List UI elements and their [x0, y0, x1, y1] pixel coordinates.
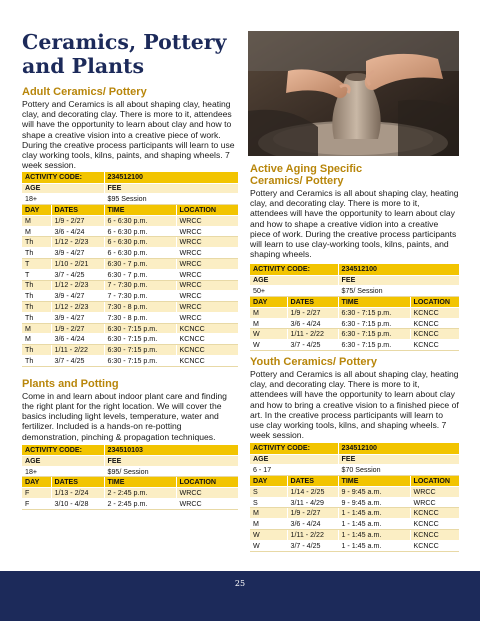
cell-dates: 3/11 - 4/29	[287, 497, 338, 508]
age-label: AGE	[250, 275, 338, 286]
age-label: AGE	[250, 454, 338, 465]
table-row	[22, 488, 238, 499]
cell-time: 6:30 - 7:15 p.m.	[104, 356, 176, 367]
cell-day: Th	[22, 345, 51, 356]
section-heading-active-aging-line2: Ceramics/ Pottery	[250, 175, 344, 187]
cell-day: W	[250, 340, 287, 351]
cell-location: KCNCC	[410, 318, 459, 329]
cell-day: M	[250, 508, 287, 519]
cell-dates: 3/9 - 4/27	[51, 248, 104, 259]
table-row	[22, 334, 238, 345]
table-row	[22, 323, 238, 334]
youth-ceramics-description: Pottery and Ceramics is all about shaping clay, heating clay, and decorating clay. There is more to it, attendees will have the opportunity to learn about clay and how to bring a creative vision to a finished piece of art. In the creative process participants will learn to use clay working tools, kilns, and shaping wheels. 7 week session.	[250, 368, 459, 441]
left-column	[22, 86, 238, 510]
fee-label: FEE	[338, 454, 459, 465]
pottery-photo	[248, 31, 459, 156]
activity-code-label: ACTIVITY CODE:	[22, 445, 104, 456]
cell-location: KCNCC	[410, 307, 459, 318]
activity-code-label: ACTIVITY CODE:	[250, 264, 338, 275]
cell-location: WRCC	[176, 302, 238, 313]
schedule-rows	[250, 486, 459, 551]
schedule-header-row	[250, 476, 459, 487]
cell-location: WRCC	[176, 237, 238, 248]
cell-location: KCNCC	[410, 329, 459, 340]
age-value: 6 - 17	[250, 465, 338, 476]
cell-dates: 3/6 - 4/24	[51, 334, 104, 345]
activity-code-value: 234510103	[104, 445, 238, 456]
cell-day: Th	[22, 248, 51, 259]
table-row	[22, 291, 238, 302]
activity-code-row	[250, 264, 459, 275]
age-fee-header-row	[22, 455, 238, 466]
cell-time: 2 - 2:45 p.m.	[104, 488, 176, 499]
cell-time: 1 - 1:45 a.m.	[338, 529, 410, 540]
cell-day: F	[22, 499, 51, 510]
table-row	[22, 248, 238, 259]
table-row	[250, 307, 459, 318]
age-fee-value-row	[22, 466, 238, 477]
fee-value: $70 Session	[338, 465, 459, 476]
column-header-dates: DATES	[287, 297, 338, 308]
column-header-dates: DATES	[287, 476, 338, 487]
cell-day: S	[250, 486, 287, 497]
cell-location: WRCC	[176, 499, 238, 510]
table-row	[22, 215, 238, 226]
active-aging-table	[250, 264, 459, 351]
plants-description: Come in and learn about indoor plant care and finding the right plant for the right location. We will cover the basics including light levels, temperature, water and fertilizer. Included is a hands-on re-potting demonstration, pinching & propagation techniques.	[22, 390, 227, 442]
page-title: Ceramics, Pottery and Plants	[22, 30, 227, 78]
table-row	[22, 269, 238, 280]
schedule-header-row	[22, 477, 238, 488]
fee-label: FEE	[104, 455, 238, 466]
cell-day: W	[250, 529, 287, 540]
cell-dates: 3/9 - 4/27	[51, 291, 104, 302]
table-row	[250, 486, 459, 497]
column-header-time: TIME	[338, 297, 410, 308]
cell-dates: 3/7 - 4/25	[51, 356, 104, 367]
cell-location: KCNCC	[410, 529, 459, 540]
age-fee-value-row	[250, 286, 459, 297]
age-label: AGE	[22, 455, 104, 466]
cell-time: 6:30 - 7:15 p.m.	[338, 307, 410, 318]
page-number: 25	[234, 579, 246, 588]
fee-value: $75/ Session	[338, 286, 459, 297]
cell-location: KCNCC	[176, 334, 238, 345]
table-row	[22, 312, 238, 323]
cell-day: S	[250, 497, 287, 508]
column-header-day: DAY	[250, 297, 287, 308]
column-header-location: LOCATION	[176, 205, 238, 216]
age-value: 18+	[22, 194, 104, 205]
cell-dates: 3/9 - 4/27	[51, 312, 104, 323]
age-fee-header-row	[22, 183, 238, 194]
cell-day: Th	[22, 280, 51, 291]
cell-day: M	[22, 215, 51, 226]
cell-location: KCNCC	[410, 519, 459, 530]
plants-table	[22, 445, 238, 510]
fee-label: FEE	[338, 275, 459, 286]
table-row	[250, 508, 459, 519]
column-header-time: TIME	[338, 476, 410, 487]
adult-ceramics-description: Pottery and Ceramics is all about shaping clay, heating clay, and decorating clay. There is more to it, attendees will have the opportunity to learn about clay and how to shape a creative vision into a creative piece of work. During the creative process participants will learn to use clay working tools, kilns, paints, and shaping wheels. 7 week session.	[22, 99, 235, 171]
cell-location: WRCC	[176, 258, 238, 269]
section-heading-active-aging-line1: Active Aging Specific	[250, 163, 363, 175]
cell-location: WRCC	[176, 488, 238, 499]
fee-label: FEE	[104, 183, 238, 194]
column-header-dates: DATES	[51, 477, 104, 488]
table-row	[250, 497, 459, 508]
cell-dates: 3/7 - 4/25	[287, 540, 338, 551]
age-value: 50+	[250, 286, 338, 297]
cell-dates: 1/11 - 2/22	[287, 529, 338, 540]
cell-location: WRCC	[176, 312, 238, 323]
schedule-rows	[22, 488, 238, 510]
activity-code-value: 234512100	[338, 264, 459, 275]
cell-location: KCNCC	[176, 323, 238, 334]
cell-dates: 1/12 - 2/23	[51, 237, 104, 248]
column-header-location: LOCATION	[410, 476, 459, 487]
cell-day: Th	[22, 302, 51, 313]
cell-location: WRCC	[410, 497, 459, 508]
column-header-time: TIME	[104, 477, 176, 488]
column-header-location: LOCATION	[410, 297, 459, 308]
cell-day: Th	[22, 356, 51, 367]
column-header-day: DAY	[250, 476, 287, 487]
cell-location: WRCC	[176, 248, 238, 259]
cell-day: Th	[22, 291, 51, 302]
table-row	[250, 340, 459, 351]
cell-dates: 1/10 - 2/21	[51, 258, 104, 269]
cell-dates: 1/13 - 2/24	[51, 488, 104, 499]
age-fee-value-row	[22, 194, 238, 205]
cell-location: WRCC	[176, 291, 238, 302]
active-aging-description: Pottery and Ceramics is all about shaping clay, heating clay, and decorating clay. There is more to it, attendees will have the opportunity to learn about clay and how to shape a creative vidion into a creative piece of work. During the creative process participants will learn to use clay-working tools, kilns, paints, and shaping wheels.	[250, 188, 459, 260]
column-header-day: DAY	[22, 477, 51, 488]
cell-location: WRCC	[176, 215, 238, 226]
cell-day: M	[250, 307, 287, 318]
cell-location: WRCC	[176, 280, 238, 291]
column-header-day: DAY	[22, 205, 51, 216]
schedule-rows	[22, 215, 238, 366]
age-label: AGE	[22, 183, 104, 194]
cell-dates: 1/11 - 2/22	[287, 329, 338, 340]
table-row	[22, 226, 238, 237]
cell-time: 6:30 - 7 p.m.	[104, 258, 176, 269]
cell-day: M	[250, 519, 287, 530]
activity-code-label: ACTIVITY CODE:	[250, 443, 338, 454]
cell-dates: 1/9 - 2/27	[287, 508, 338, 519]
cell-day: Th	[22, 237, 51, 248]
cell-day: M	[22, 323, 51, 334]
cell-dates: 3/6 - 4/24	[287, 519, 338, 530]
schedule-header-row	[250, 297, 459, 308]
schedule-rows	[250, 307, 459, 350]
activity-code-value: 234512100	[338, 443, 459, 454]
table-row	[22, 280, 238, 291]
table-row	[22, 345, 238, 356]
column-header-dates: DATES	[51, 205, 104, 216]
cell-time: 7:30 - 8 p.m.	[104, 312, 176, 323]
cell-time: 6:30 - 7:15 p.m.	[338, 329, 410, 340]
adult-ceramics-table	[22, 172, 238, 366]
age-fee-value-row	[250, 465, 459, 476]
right-column	[250, 163, 459, 552]
cell-dates: 3/6 - 4/24	[51, 226, 104, 237]
cell-day: M	[22, 334, 51, 345]
section-heading-youth-ceramics: Youth Ceramics/ Pottery	[250, 355, 377, 368]
cell-time: 6 - 6:30 p.m.	[104, 226, 176, 237]
cell-day: M	[22, 226, 51, 237]
table-row	[250, 329, 459, 340]
cell-location: WRCC	[176, 226, 238, 237]
cell-time: 1 - 1:45 a.m.	[338, 519, 410, 530]
cell-dates: 3/7 - 4/25	[51, 269, 104, 280]
cell-time: 9 - 9:45 a.m.	[338, 497, 410, 508]
cell-dates: 3/7 - 4/25	[287, 340, 338, 351]
table-row	[250, 519, 459, 530]
cell-time: 2 - 2:45 p.m.	[104, 499, 176, 510]
cell-time: 1 - 1:45 a.m.	[338, 508, 410, 519]
fee-value: $95 Session	[104, 194, 238, 205]
table-row	[22, 258, 238, 269]
activity-code-row	[250, 443, 459, 454]
activity-code-label: ACTIVITY CODE:	[22, 172, 104, 183]
footer-band	[0, 571, 480, 621]
cell-location: WRCC	[176, 269, 238, 280]
table-row	[250, 540, 459, 551]
activity-code-row	[22, 172, 238, 183]
pottery-wheel-image	[248, 31, 459, 156]
section-heading-plants: Plants and Potting	[22, 377, 119, 390]
cell-day: T	[22, 269, 51, 280]
column-header-time: TIME	[104, 205, 176, 216]
age-value: 18+	[22, 466, 104, 477]
schedule-header-row	[22, 205, 238, 216]
cell-time: 6 - 6:30 p.m.	[104, 248, 176, 259]
cell-day: W	[250, 540, 287, 551]
table-row	[22, 356, 238, 367]
cell-time: 7:30 - 8 p.m.	[104, 302, 176, 313]
cell-dates: 1/12 - 2/23	[51, 280, 104, 291]
table-row	[22, 499, 238, 510]
cell-time: 6:30 - 7:15 p.m.	[104, 334, 176, 345]
cell-time: 6:30 - 7:15 p.m.	[104, 323, 176, 334]
activity-code-value: 234512100	[104, 172, 238, 183]
cell-location: WRCC	[410, 486, 459, 497]
column-header-location: LOCATION	[176, 477, 238, 488]
cell-time: 6:30 - 7 p.m.	[104, 269, 176, 280]
cell-day: T	[22, 258, 51, 269]
table-row	[250, 529, 459, 540]
youth-ceramics-table	[250, 443, 459, 551]
activity-code-row	[22, 445, 238, 456]
cell-time: 6 - 6:30 p.m.	[104, 215, 176, 226]
cell-time: 6:30 - 7:15 p.m.	[338, 340, 410, 351]
table-row	[22, 237, 238, 248]
cell-dates: 1/14 - 2/25	[287, 486, 338, 497]
cell-dates: 1/11 - 2/22	[51, 345, 104, 356]
cell-dates: 1/9 - 2/27	[51, 323, 104, 334]
age-fee-header-row	[250, 275, 459, 286]
cell-time: 9 - 9:45 a.m.	[338, 486, 410, 497]
cell-dates: 1/9 - 2/27	[51, 215, 104, 226]
cell-location: KCNCC	[410, 508, 459, 519]
cell-day: M	[250, 318, 287, 329]
cell-dates: 3/10 - 4/28	[51, 499, 104, 510]
cell-dates: 1/12 - 2/23	[51, 302, 104, 313]
cell-dates: 1/9 - 2/27	[287, 307, 338, 318]
cell-dates: 3/6 - 4/24	[287, 318, 338, 329]
fee-value: $95/ Session	[104, 466, 238, 477]
cell-time: 7 - 7:30 p.m.	[104, 291, 176, 302]
cell-location: KCNCC	[176, 356, 238, 367]
table-row	[250, 318, 459, 329]
cell-location: KCNCC	[410, 540, 459, 551]
age-fee-header-row	[250, 454, 459, 465]
section-heading-adult-ceramics: Adult Ceramics/ Pottery	[22, 86, 147, 98]
cell-time: 1 - 1:45 a.m.	[338, 540, 410, 551]
cell-location: KCNCC	[176, 345, 238, 356]
cell-location: KCNCC	[410, 340, 459, 351]
cell-day: F	[22, 488, 51, 499]
cell-time: 6 - 6:30 p.m.	[104, 237, 176, 248]
cell-time: 6:30 - 7:15 p.m.	[338, 318, 410, 329]
cell-time: 6:30 - 7:15 p.m.	[104, 345, 176, 356]
table-row	[22, 302, 238, 313]
cell-day: W	[250, 329, 287, 340]
cell-time: 7 - 7:30 p.m.	[104, 280, 176, 291]
cell-day: Th	[22, 312, 51, 323]
